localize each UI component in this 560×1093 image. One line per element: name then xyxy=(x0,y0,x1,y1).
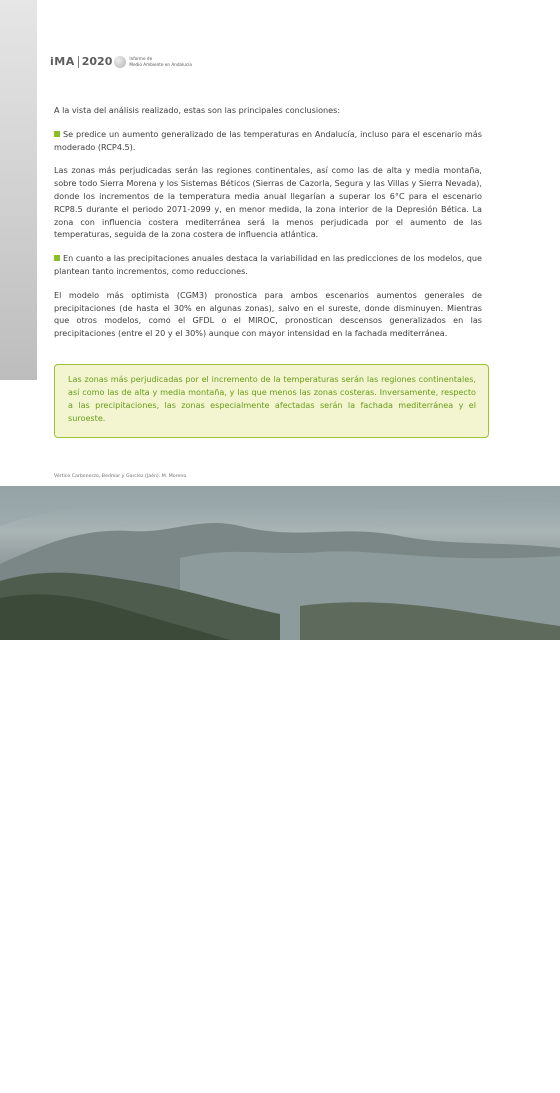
mountain-landscape-illustration xyxy=(0,486,560,640)
logo-separator xyxy=(78,56,79,68)
side-bar-decoration xyxy=(0,0,37,380)
photo-caption: Vértice Carbonerzo, Bedmar y Garcíez (Jaén). M. Moreno. xyxy=(54,474,188,479)
bullet-paragraph-temperature xyxy=(54,128,482,154)
bullet-text-temperature: Se predice un aumento generalizado de las temperaturas en Andalucía, incluso para el escenario más moderado (RCP4.5). xyxy=(54,128,482,152)
logo-year: 2020 xyxy=(81,55,113,68)
bullet-text-precipitation: En cuanto a las precipitaciones anuales destaca la variabilidad en las predicciones de los modelos, que plantean tanto incrementos, como reducciones. xyxy=(54,253,482,276)
logo-subtitle-line1: Informe de xyxy=(129,56,153,61)
landscape-photo xyxy=(0,486,560,1093)
highlight-box: Las zonas más perjudicadas por el incremento de la temperaturas serán las regiones continentales, así como las de alta y media montaña, y las que menos las zonas costeras. Inversamente, respecto a las precipitaciones, las zonas especialmente afectadas serán la fachada mediterránea y el suroeste. xyxy=(54,364,489,438)
logo-subtitle-line2: Medio Ambiente en Andalucía xyxy=(129,61,192,67)
green-square-bullet-icon xyxy=(54,131,60,137)
logo-ima-text: iMA xyxy=(50,55,75,68)
paragraph-affected-zones: Las zonas más perjudicadas serán las regiones continentales, así como las de alta y media montaña, sobre todo Sierra Morena y los Sistemas Béticos (Sierras de Cazorla, Segura y las Villas y Sierra Nevada), donde los incrementos de la temperatura media anual llegarían a superar los 6°C para el escenario RCP8.5 durante el periodo 2071-2099 y, en menor medida, la zona interior de la Depresión Bética. La zona con influencia costera mediterránea será la menos perjudicada por el aumento de las temperaturas, seguida de la zona costera de influencia atlántica. xyxy=(54,165,482,240)
ima-logo xyxy=(50,55,192,68)
page-number: 62 xyxy=(53,1084,64,1093)
logo-circle-icon xyxy=(114,56,126,68)
paragraph-models: El modelo más optimista (CGM3) pronostica para ambos escenarios aumentos generales de precipitaciones (de hasta el 30% en algunas zonas), salvo en el sureste, donde disminuyen. Mientras que otros modelos, como el GFDL o el MIROC, pronostican descensos generalizados en las precipitaciones (entre el 20 y el 30%) aunque con mayor intensidad en la fachada mediterránea. xyxy=(54,289,482,339)
main-content xyxy=(54,104,482,351)
green-square-bullet-icon xyxy=(54,255,60,261)
logo-subtitle xyxy=(129,56,192,67)
intro-paragraph: A la vista del análisis realizado, estas son las principales conclusiones: xyxy=(54,105,341,115)
bullet-paragraph-precipitation xyxy=(54,252,482,278)
